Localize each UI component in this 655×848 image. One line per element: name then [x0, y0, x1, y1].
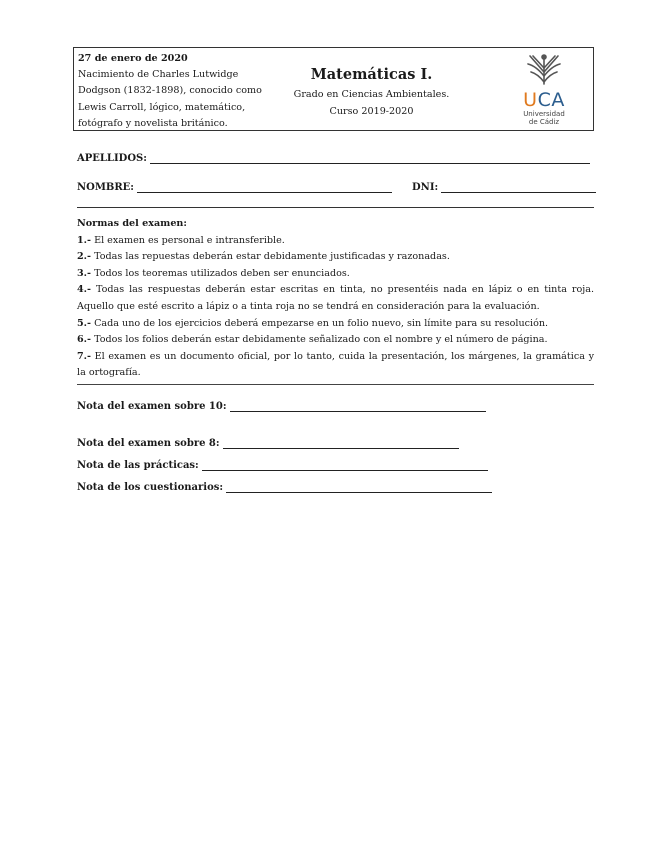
- divider: [77, 207, 594, 208]
- name-label: NOMBRE:: [77, 182, 134, 193]
- grade-cuestionarios-line[interactable]: [226, 491, 492, 493]
- uca-logo: [499, 52, 589, 128]
- grade-exam-8[interactable]: [77, 438, 459, 449]
- grade-cuestionarios[interactable]: [77, 482, 492, 493]
- grade-exam-8-label: Nota del examen sobre 8:: [77, 438, 220, 449]
- logo-wordmark: UCA: [523, 89, 565, 111]
- header-note: [78, 51, 278, 132]
- note-line: Dodgson (1832-1898), conocido como: [78, 85, 262, 97]
- exam-rules: [77, 216, 594, 382]
- grade-practicas-label: Nota de las prácticas:: [77, 460, 199, 471]
- exam-header: [73, 47, 594, 131]
- name-field[interactable]: [77, 182, 392, 193]
- rules-heading: Normas del examen:: [77, 218, 187, 229]
- course-title: Matemáticas I.: [310, 66, 433, 83]
- grade-exam-10[interactable]: [77, 401, 486, 412]
- academic-year: Curso 2019-2020: [329, 106, 414, 117]
- grade-practicas-line[interactable]: [202, 469, 488, 471]
- dni-field[interactable]: [412, 182, 596, 193]
- rule-item: 3.- Todos los teoremas utilizados deben ser enunciados.: [77, 267, 350, 279]
- exam-date: 27 de enero de 2020: [78, 53, 188, 64]
- logo-subtitle-2: de Cádiz: [528, 118, 560, 126]
- dni-line[interactable]: [441, 191, 596, 193]
- dni-label: DNI:: [412, 182, 439, 193]
- surname-line[interactable]: [150, 162, 590, 164]
- grade-cuestionarios-label: Nota de los cuestionarios:: [77, 482, 224, 493]
- surname-field[interactable]: [77, 153, 590, 164]
- rule-item: 4.- Todas las respuestas deberán estar escritas en tinta, no presentéis nada en lápiz o en tinta roja. Aquello que esté escrito a lápiz o a tinta roja no se tendrá en consideración para la evaluación.: [77, 284, 594, 312]
- rule-item: 7.- El examen es un documento oficial, por lo tanto, cuida la presentación, los márgenes, la gramática y la ortografía.: [77, 350, 594, 379]
- rule-item: 2.- Todas las repuestas deberán estar debidamente justificadas y razonadas.: [77, 251, 450, 263]
- rule-item: 5.- Cada uno de los ejercicios deberá empezarse en un folio nuevo, sin límite para su resolución.: [77, 317, 549, 329]
- divider: [77, 384, 594, 385]
- grade-exam-10-label: Nota del examen sobre 10:: [77, 401, 227, 412]
- grade-exam-10-line[interactable]: [230, 410, 486, 412]
- uca-emblem-icon: [524, 52, 564, 86]
- grade-exam-8-line[interactable]: [223, 447, 459, 449]
- note-line: Nacimiento de Charles Lutwidge: [78, 69, 239, 81]
- name-line[interactable]: [137, 191, 392, 193]
- note-line: Lewis Carroll, lógico, matemático,: [78, 101, 246, 113]
- rule-item: 1.- El examen es personal e intransferible.: [77, 234, 285, 246]
- degree-name: Grado en Ciencias Ambientales.: [293, 89, 450, 100]
- grade-practicas[interactable]: [77, 460, 488, 471]
- logo-subtitle-1: Universidad: [523, 110, 565, 118]
- rule-item: 6.- Todos los folios deberán estar debidamente señalizado con el nombre y el número de página.: [77, 334, 548, 346]
- surname-label: APELLIDOS:: [77, 153, 147, 164]
- note-line: fotógrafo y novelista británico.: [78, 117, 228, 129]
- course-info: [279, 64, 464, 120]
